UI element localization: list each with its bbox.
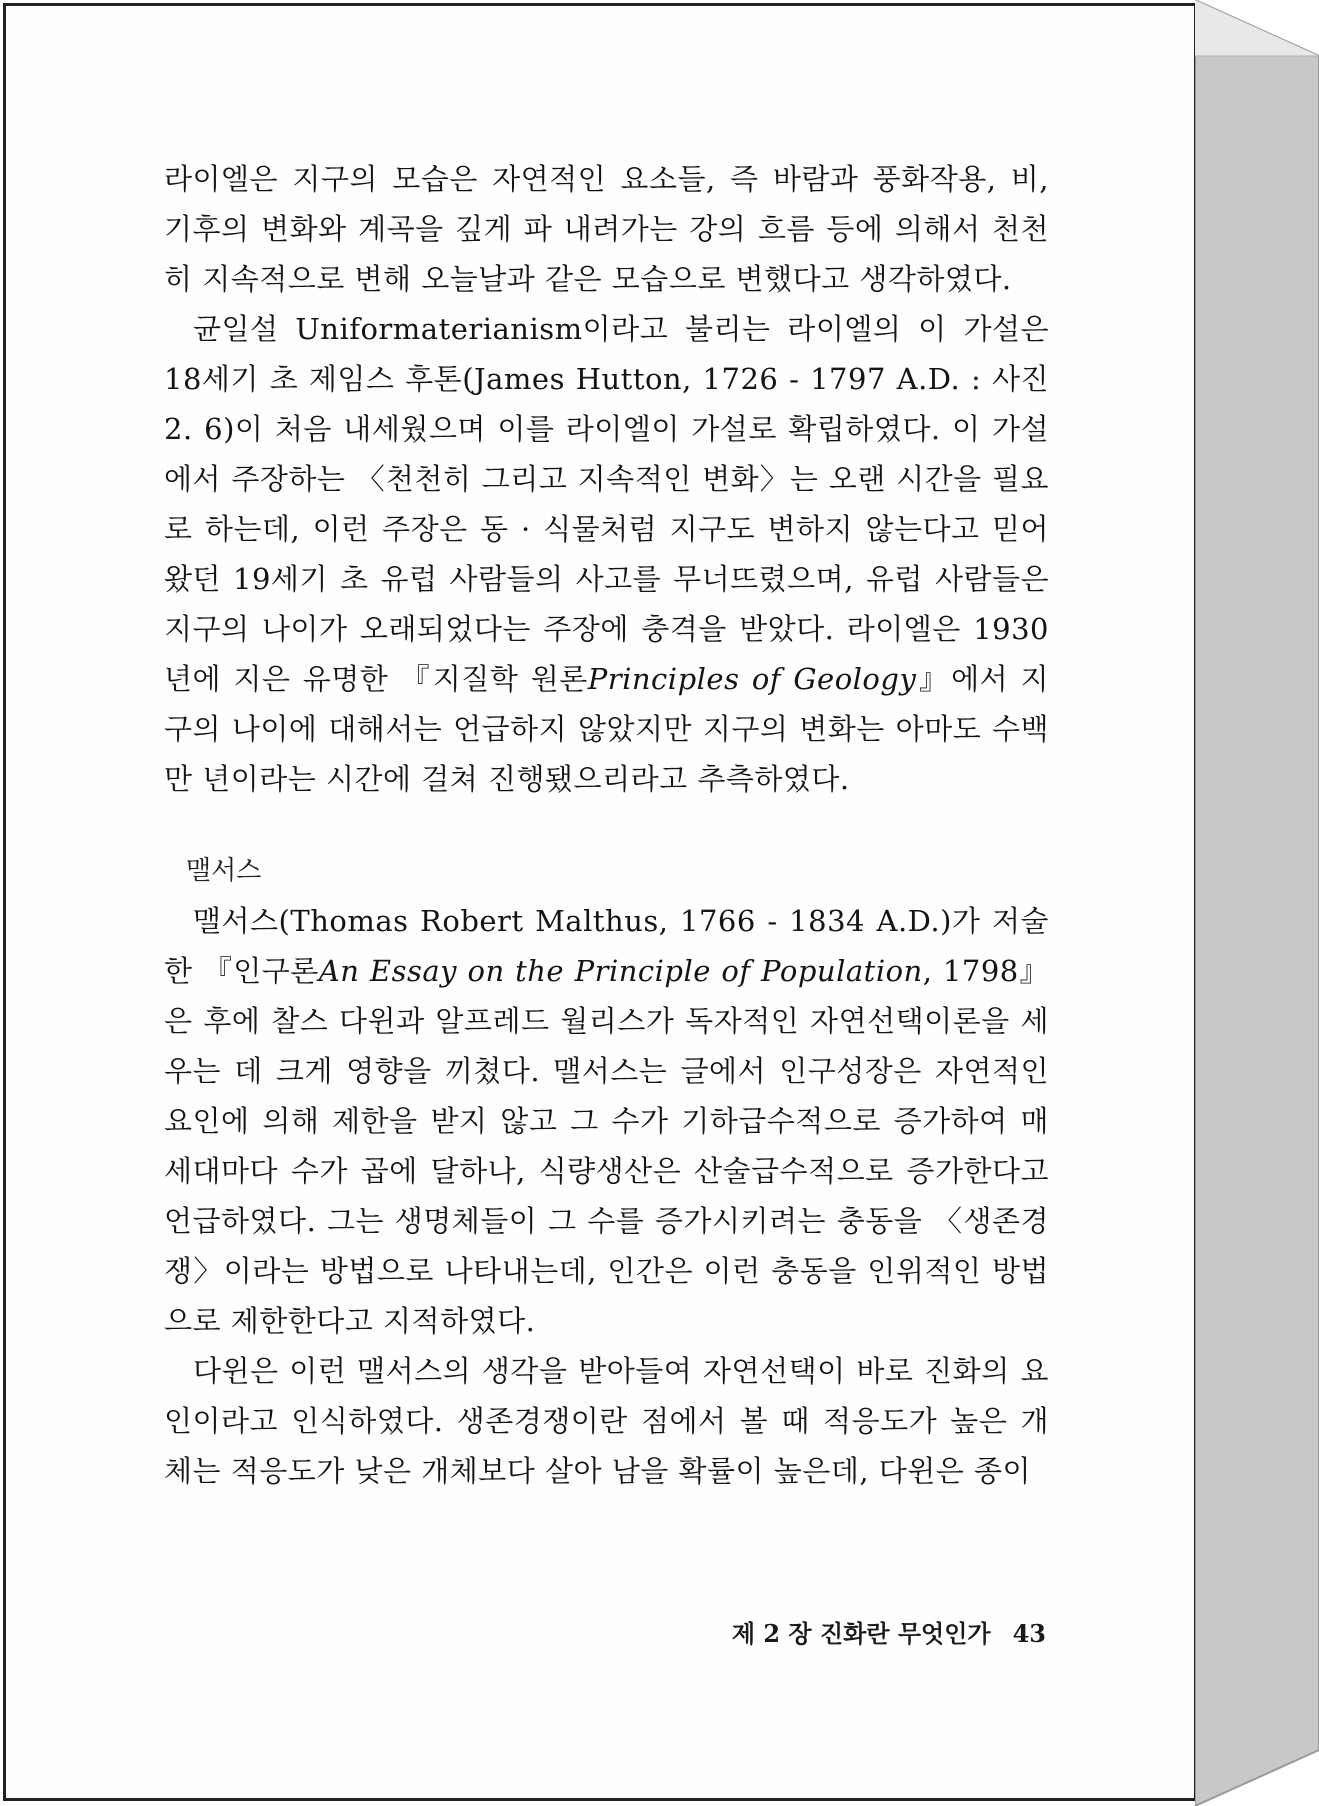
page-body <box>164 154 1049 1496</box>
paragraph-text: , 1798』은 후에 찰스 다윈과 알프레드 월리스가 독자적인 자연선택이론을 세우는 데 크게 영향을 끼쳤다. 맬서스는 글에서 인구성장은 자연적인 요인에 의해 제한을 받지 않고 그 수가 기하급수적으로 증가하여 매세대마다 수가 곱에 달하나, 식량생산은 산술급수적으로 증가한다고 언급하였다. 그는 생명체들이 그 수를 증가시키려는 충동을 〈생존경쟁〉이라는 방법으로 나타내는데, 인간은 이런 충동을 인위적인 방법으로 제한한다고 지적하였다. <box>164 954 1049 1338</box>
page-number: 43 <box>1012 1619 1046 1648</box>
chapter-title: 제 2 장 진화란 무엇인가 <box>731 1619 991 1648</box>
paragraph-uniformitarianism <box>164 304 1049 804</box>
book-edge-shading <box>1195 0 1319 1806</box>
paragraph-malthus <box>164 896 1049 1346</box>
paragraph-text: 』에서 지구의 나이에 대해서는 언급하지 않았지만 지구의 변화는 아마도 수백만 년이라는 시간에 걸쳐 진행됐으리라고 추측하였다. <box>164 662 1050 796</box>
book-title-principles-of-geology: Principles of Geology <box>587 662 917 696</box>
section-heading-malthus: 맬서스 <box>186 856 262 886</box>
page-footer <box>706 1619 1046 1649</box>
paragraph-lyell-geology: 라이엘은 지구의 모습은 자연적인 요소들, 즉 바람과 풍화작용, 비, 기후의 변화와 계곡을 깊게 파 내려가는 강의 흐름 등에 의해서 천천히 지속적으로 변해 오늘날과 같은 모습으로 변했다고 생각하였다. <box>164 162 1049 296</box>
book-title-essay-on-population: An Essay on the Principle of Population <box>318 954 923 988</box>
book-page <box>3 3 1197 1801</box>
paragraph-darwin: 다윈은 이런 맬서스의 생각을 받아들여 자연선택이 바로 진화의 요인이라고 인식하였다. 생존경쟁이란 점에서 볼 때 적응도가 높은 개체는 적응도가 낮은 개체보다 살아 남을 확률이 높은데, 다윈은 종이 <box>164 1354 1049 1488</box>
paragraph-text: 균일설 Uniformaterianism이라고 불리는 라이엘의 이 가설은 18세기 초 제임스 후톤(James Hutton, 1726 - 1797 A.D. : 사진 2. 6)이 처음 내세웠으며 이를 라이엘이 가설로 확립하였다. 이 가설에서 주장하는 〈천천히 그리고 지속적인 변화〉는 오랜 시간을 필요로 하는데, 이런 주장은 동 · 식물처럼 지구도 변하지 않는다고 믿어왔던 19세기 초 유럽 사람들의 사고를 무너뜨렸으며, 유럽 사람들은 지구의 나이가 오래되었다는 주장에 충격을 받았다. 라이엘은 1930년에 지은 유명한 『지질학 원론 <box>164 312 1049 696</box>
paragraph-text: 맬서스(Thomas Robert Malthus, 1766 - 1834 A.D.)가 저술한 『인구론 <box>164 904 1049 988</box>
